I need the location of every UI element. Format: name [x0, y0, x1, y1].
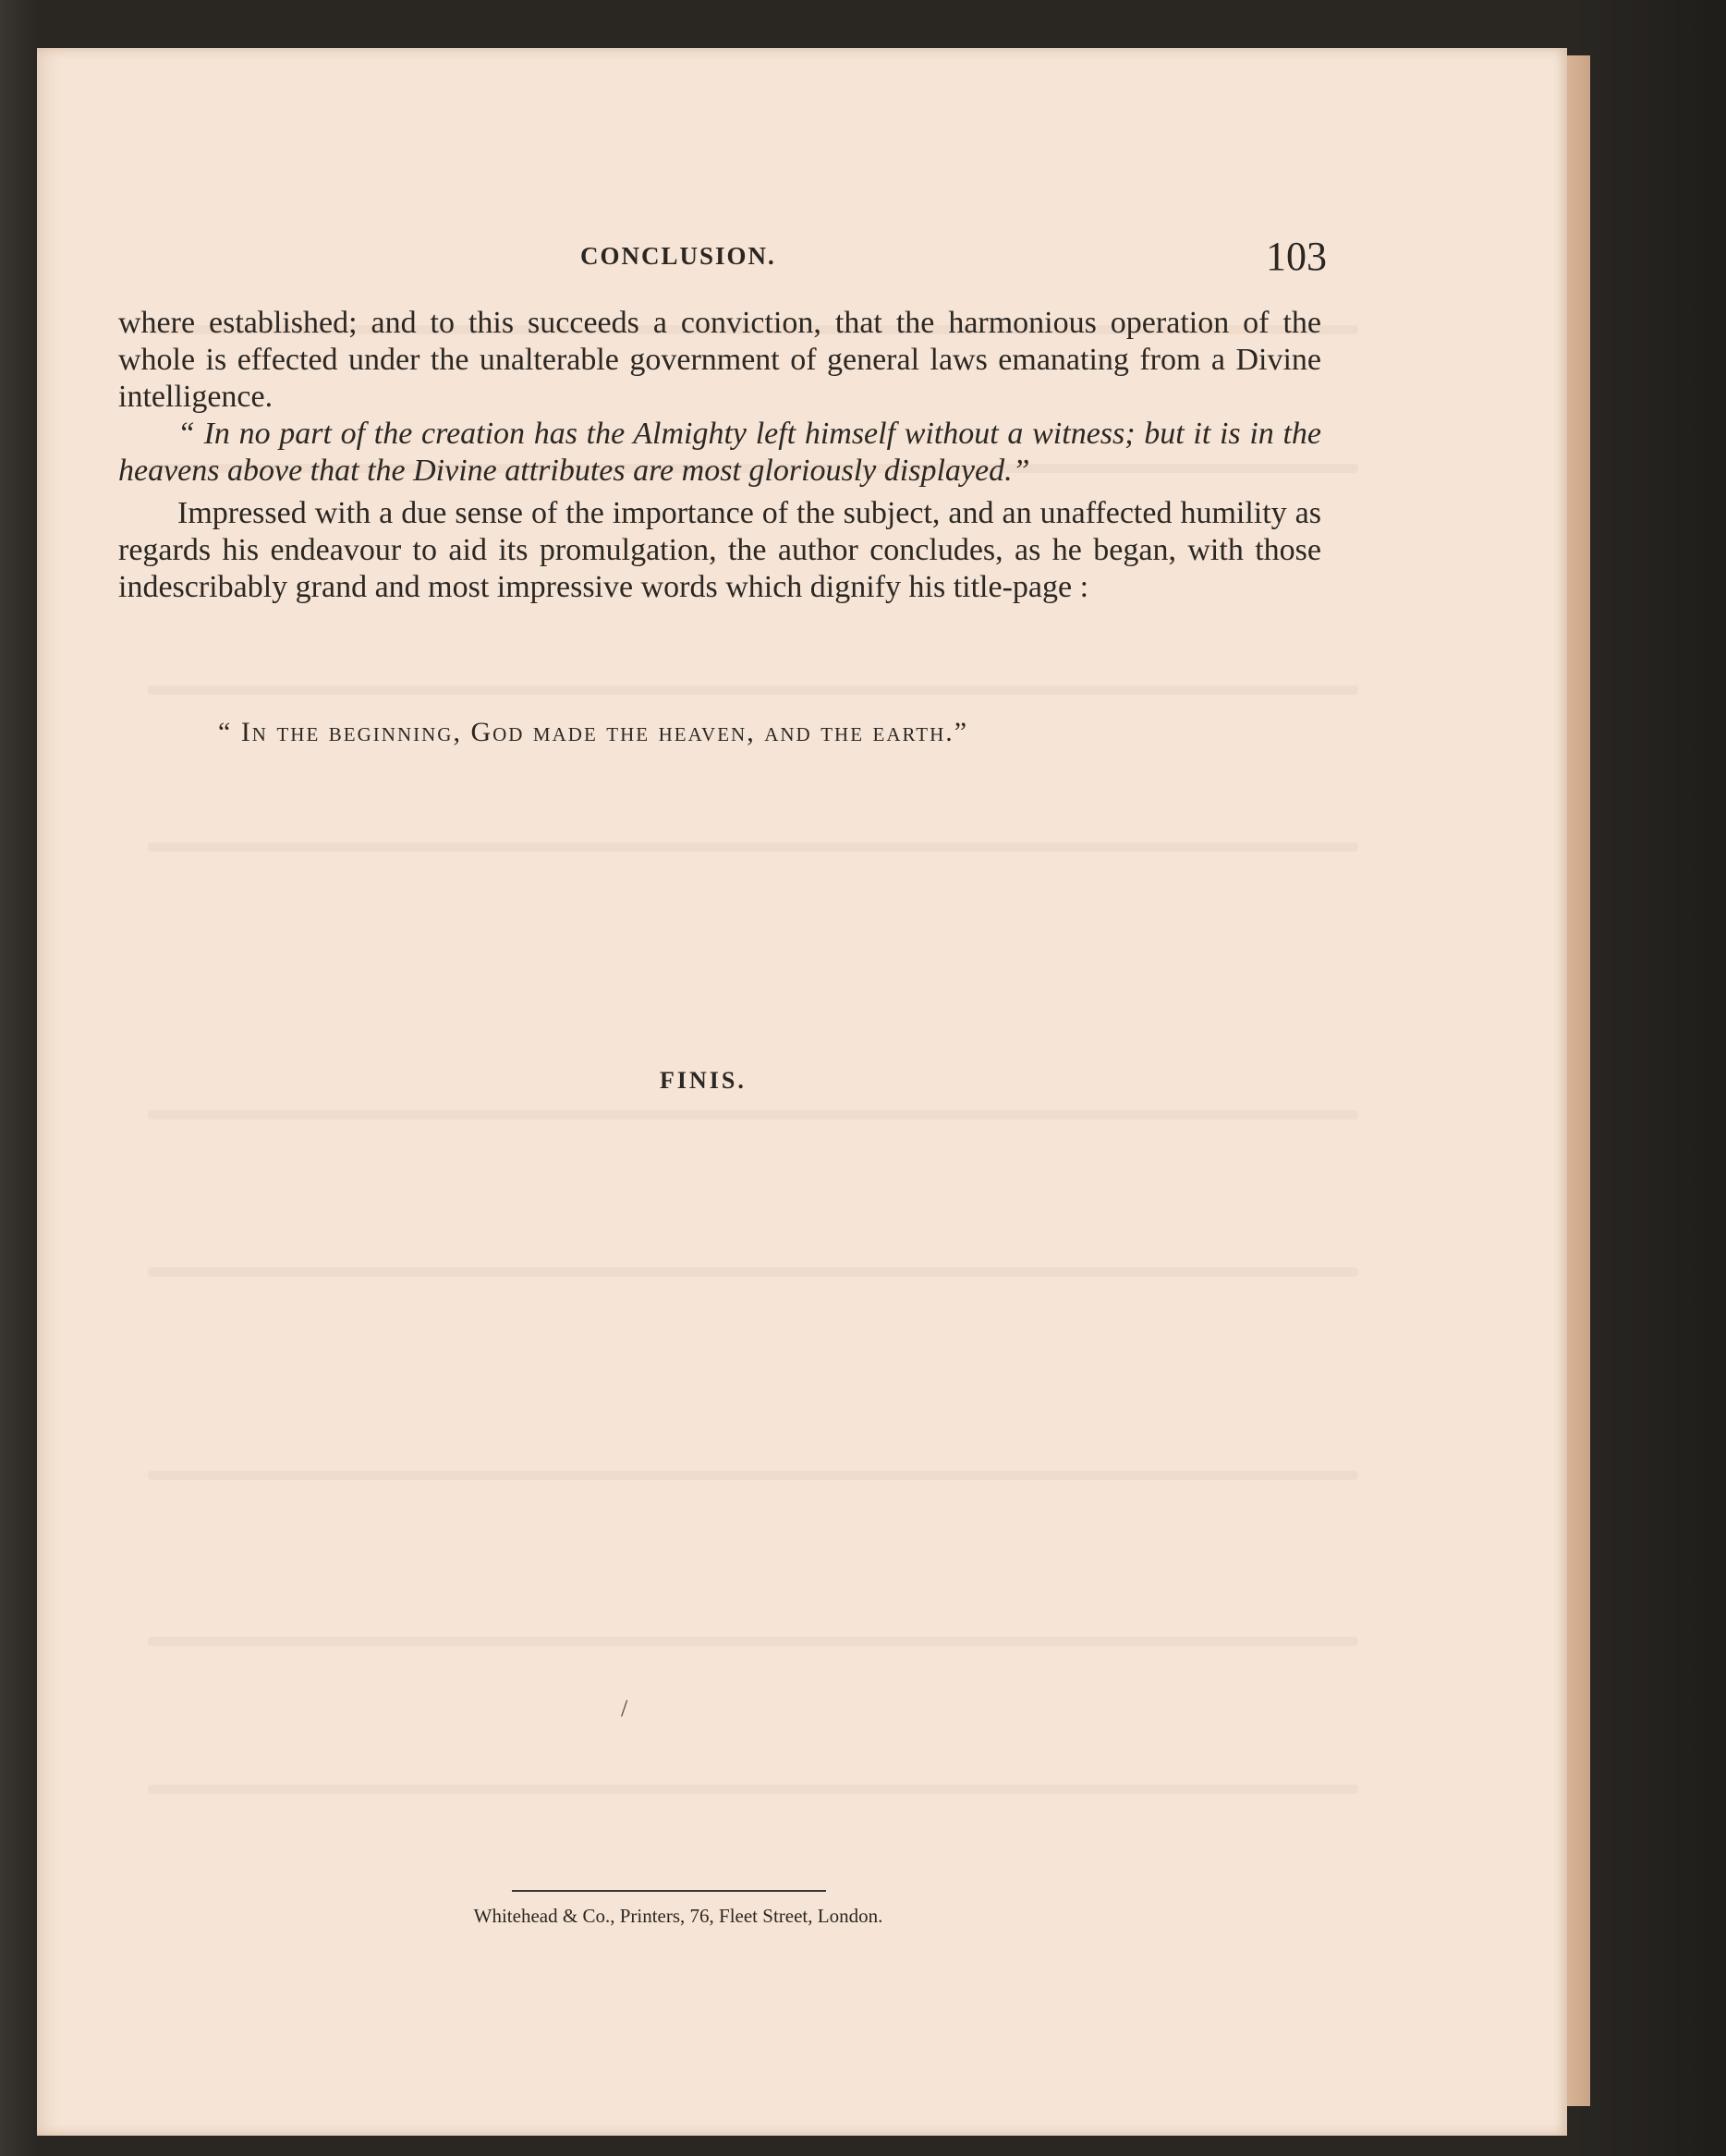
printer-imprint: Whitehead & Co., Printers, 76, Fleet Street, London.: [473, 1905, 883, 1927]
body-text: [118, 305, 1321, 606]
divider: [512, 1890, 826, 1892]
quotation: “ In no part of the creation has the Almighty left himself without a witness; but it is in the heavens above that the Divine attributes are most gloriously displayed.”: [118, 417, 1321, 488]
show-through: [148, 842, 1358, 852]
show-through: [148, 1785, 1358, 1794]
running-header: CONCLUSION.: [580, 242, 776, 270]
show-through: [148, 685, 1358, 695]
scripture-quotation: “ In the beginning, God made the heaven, and the earth.”: [218, 717, 969, 747]
show-through: [148, 1267, 1358, 1277]
finis: FINIS.: [660, 1067, 747, 1094]
page-number: 103: [1266, 234, 1327, 279]
book-page: [37, 48, 1567, 2136]
show-through: [148, 1637, 1358, 1646]
paragraph: where established; and to this succeeds a conviction, that the harmonious operation of the whole is effected under the unalterable government of general laws emanating from a Divine intelligence.: [118, 306, 1321, 414]
show-through: [148, 1110, 1358, 1120]
paragraph: Impressed with a due sense of the importance of the subject, and an unaffected humility as regards his endeavour to aid its promulgation, the author concludes, as he began, with those indescribably grand and most impressive words which dignify his title-page :: [118, 496, 1321, 604]
stray-mark: /: [621, 1695, 628, 1722]
show-through: [148, 1471, 1358, 1480]
